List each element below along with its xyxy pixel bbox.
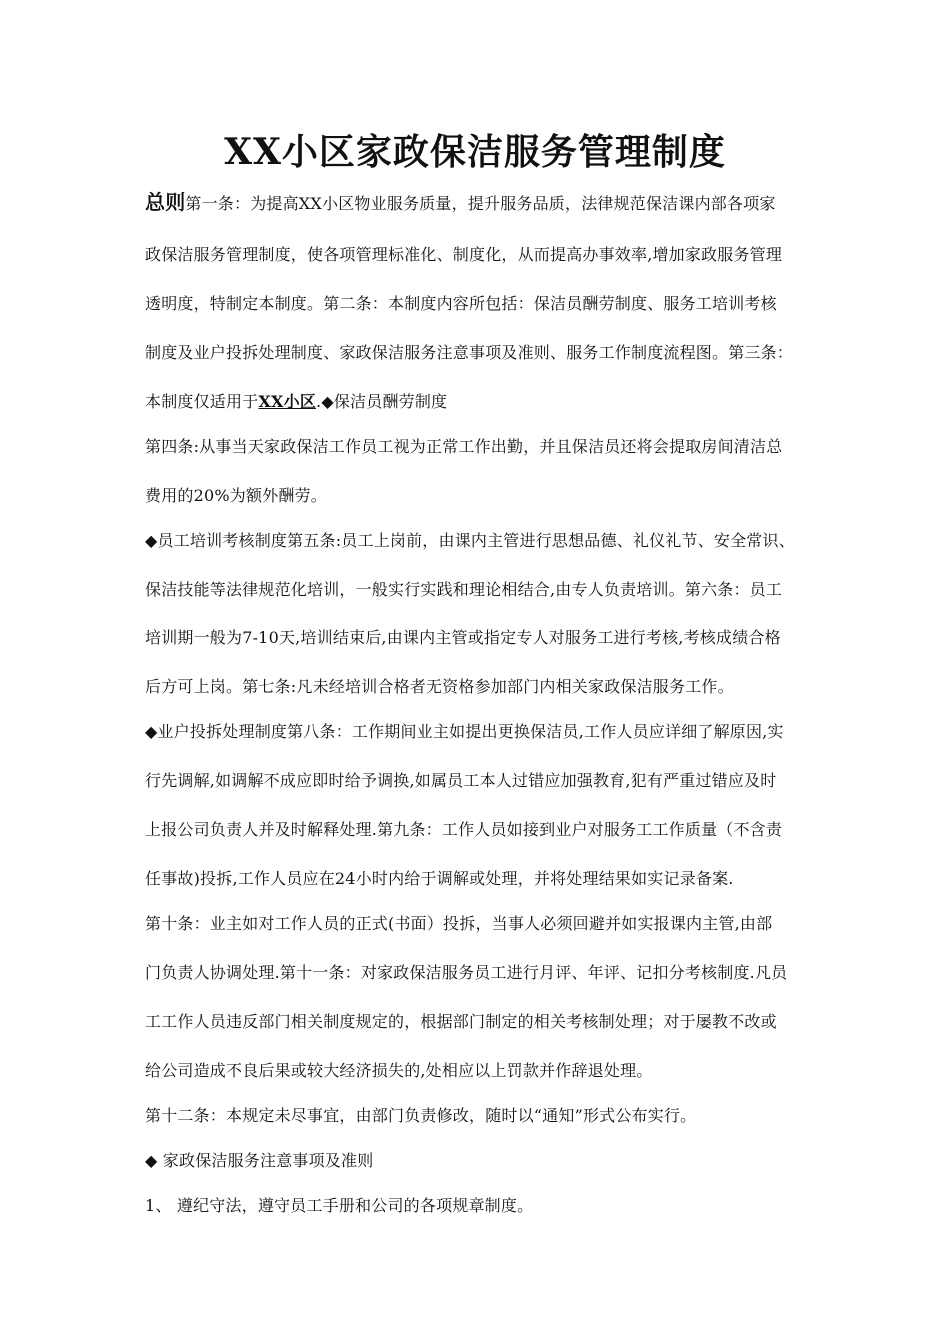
text-line <box>145 1151 373 1171</box>
text-segment: 制度及业户投拆处理制度、家政保洁服务注意事项及准则、服务工作制度流程图。第三条： <box>145 343 794 362</box>
text-line <box>145 820 782 840</box>
text-line <box>145 1061 653 1081</box>
text-segment: 给公司造成不良后果或较大经济损失的,处相应以上罚款并作辞退处理。 <box>145 1061 653 1080</box>
text-line <box>145 294 777 314</box>
emphasized-text: XX小区 <box>258 392 317 411</box>
text-line <box>145 1106 696 1126</box>
text-segment: 第一条：为提高XX小区物业服务质量，提升服务品质，法律规范保洁课内部各项家 <box>185 194 776 213</box>
text-line <box>145 963 787 983</box>
text-line <box>145 486 327 506</box>
document-title: XX小区家政保洁服务管理制度 <box>224 131 726 173</box>
text-segment: 上报公司负责人并及时解释处理.第九条：工作人员如接到业户对服务工工作质量（不含责 <box>145 820 783 839</box>
text-line <box>145 722 784 742</box>
text-segment: 1、 遵纪守法，遵守员工手册和公司的各项规章制度。 <box>145 1196 534 1215</box>
text-segment: 门负责人协调处理.第十一条：对家政保洁服务员工进行月评、年评、记扣分考核制度.凡员 <box>145 963 788 982</box>
text-line <box>145 1196 533 1216</box>
text-segment: 第四条:从事当天家政保洁工作员工视为正常工作出勤，并且保洁员还将会提取房间清洁总 <box>145 437 783 456</box>
text-segment: 本制度仅适用于 <box>145 392 259 411</box>
text-line <box>145 392 447 412</box>
text-segment: ◆ 家政保洁服务注意事项及准则 <box>145 1151 374 1170</box>
text-segment: 工工作人员违反部门相关制度规定的，根据部门制定的相关考核制处理；对于屡教不改或 <box>145 1012 777 1031</box>
section-label: 总则 <box>145 190 186 214</box>
text-segment: 后方可上岗。第七条:凡未经培训合格者无资格参加部门内相关家政保洁服务工作。 <box>145 677 734 696</box>
text-line <box>145 869 734 889</box>
text-segment: 第十条：业主如对工作人员的正式(书面）投拆，当事人必须回避并如实报课内主管,由部 <box>145 914 773 933</box>
text-line <box>145 771 776 791</box>
text-segment: 费用的20%为额外酬劳。 <box>145 486 327 505</box>
text-line <box>145 192 776 214</box>
text-line <box>145 343 793 363</box>
text-line <box>145 531 795 551</box>
text-line <box>145 437 782 457</box>
text-segment: 透明度，特制定本制度。第二条：本制度内容所包括：保洁员酬劳制度、服务工培训考核 <box>145 294 777 313</box>
text-segment: 保洁技能等法律规范化培训，一般实行实践和理论相结合,由专人负责培训。第六条：员工 <box>145 580 783 599</box>
text-segment: 政保洁服务管理制度，使各项管理标准化、制度化，从而提高办事效率,增加家政服务管理 <box>145 245 783 264</box>
text-segment: 行先调解,如调解不成应即时给予调换,如属员工本人过错应加强教育,犯有严重过错应及时 <box>145 771 777 790</box>
text-segment: 培训期一般为7-10天,培训结束后,由课内主管或指定专人对服务工进行考核,考核成绩合格 <box>145 628 781 647</box>
text-segment: ◆业户投拆处理制度第八条：工作期间业主如提出更换保洁员,工作人员应详细了解原因,实 <box>145 722 784 741</box>
text-segment: ◆员工培训考核制度第五条:员工上岗前，由课内主管进行思想品德、礼仪礼节、安全常识、 <box>145 531 795 550</box>
text-segment: .◆保洁员酬劳制度 <box>316 392 448 411</box>
text-line <box>145 580 782 600</box>
text-segment: 第十二条：本规定未尽事宜，由部门负责修改，随时以“通知”形式公布实行。 <box>145 1106 697 1125</box>
text-line <box>145 245 782 265</box>
text-line <box>145 1012 777 1032</box>
text-segment: 任事故)投拆,工作人员应在24小时内给于调解或处理，并将处理结果如实记录备案. <box>145 869 734 888</box>
text-line <box>145 628 781 648</box>
text-line <box>145 914 772 934</box>
text-line <box>145 677 734 697</box>
